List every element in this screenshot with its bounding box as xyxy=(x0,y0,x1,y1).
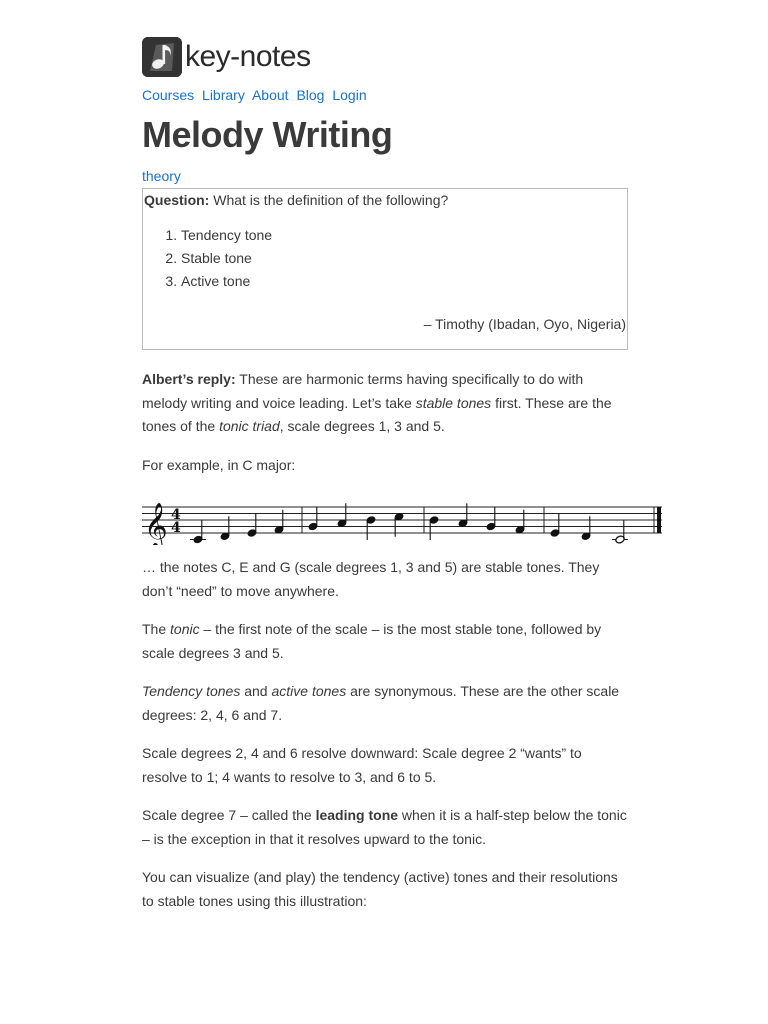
staff-notation xyxy=(142,495,666,545)
nav-link-courses[interactable]: Courses xyxy=(142,87,195,103)
reply-text-3: , scale degrees 1, 3 and 5. xyxy=(279,418,445,434)
logo-text: key-notes xyxy=(185,40,311,73)
question-item: 3. Active tone xyxy=(181,270,627,293)
p5-strong-leading-tone: leading tone xyxy=(315,807,399,823)
question-item: 1. Tendency tone xyxy=(181,224,627,247)
reply-text-2: first. These are the tones of the xyxy=(142,394,612,434)
nav-link-blog[interactable]: Blog xyxy=(296,87,325,103)
article xyxy=(142,36,628,913)
final-bar-thick xyxy=(657,507,661,533)
reply-emphasis-tonic-triad: tonic triad xyxy=(219,418,280,434)
treble-clef-icon xyxy=(144,503,168,545)
note xyxy=(486,507,496,532)
p2-emphasis-tonic: tonic xyxy=(170,621,200,637)
time-signature-top: 4 xyxy=(171,507,181,523)
treble-clef-icon: 𝄞 xyxy=(144,503,168,545)
p2-text-a: The xyxy=(142,621,167,637)
body-paragraph-resolve-down: Scale degrees 2, 4 and 6 resolve downward: Scale degree 2 “wants” to resolve to 1; 4 wants to resolve to 3, and 6 to 5. xyxy=(142,745,582,785)
p3-text-a: and xyxy=(244,683,268,699)
reply-text-1: These are harmonic terms having specifically to do with melody writing and voice leading. Let’s take xyxy=(142,371,584,411)
staff-lines xyxy=(142,507,662,533)
body-paragraph-stable-tones: … the notes C, E and G (scale degrees 1, 3 and 5) are stable tones. They don’t “need” to move anywhere. xyxy=(142,559,600,599)
question-box xyxy=(142,188,628,350)
p3-text-b: are synonymous. These are the other scale degrees: 2, 4, 6 and 7. xyxy=(142,683,620,723)
p3-emphasis-tendency: Tendency tones xyxy=(142,683,241,699)
p5-text-b: when it is a half-step below the tonic – is the exception in that it resolves upward to the tonic. xyxy=(142,807,627,847)
page-title: Melody Writing xyxy=(142,114,393,155)
example-paragraph: For example, in C major: xyxy=(142,456,296,473)
time-signature xyxy=(171,507,181,536)
p2-text-b: – the first note of the scale – is the most stable tone, followed by scale degrees 3 and 5. xyxy=(142,621,602,661)
time-signature-bottom: 4 xyxy=(171,520,181,536)
body-paragraph-leading-tone xyxy=(142,804,628,851)
question-attribution: – Timothy (Ibadan, Oyo, Nigeria) xyxy=(423,316,626,332)
body-paragraph-tendency xyxy=(142,680,628,727)
music-note-logo-icon xyxy=(142,37,182,77)
nav-link-about[interactable]: About xyxy=(251,87,289,103)
note xyxy=(366,515,376,540)
nav-link-library[interactable]: Library xyxy=(202,87,245,103)
question-label: Question: xyxy=(144,192,210,208)
note xyxy=(308,507,318,532)
p5-text-a: Scale degree 7 – called the xyxy=(142,807,312,823)
category-tag xyxy=(142,167,628,185)
reply-paragraph xyxy=(142,368,628,439)
body-paragraph-illustration: You can visualize (and play) the tendency (active) tones and their resolutions to stable tones using this illustration: xyxy=(142,869,618,909)
note xyxy=(190,520,206,545)
main-nav xyxy=(142,86,628,104)
body-paragraph-tonic xyxy=(142,618,628,665)
c-major-scale-staff xyxy=(142,495,666,545)
question-list xyxy=(143,224,627,293)
question-item: 2. Stable tone xyxy=(181,247,627,270)
p3-emphasis-active: active tones xyxy=(271,683,347,699)
question-text: What is the definition of the following? xyxy=(213,192,449,208)
note xyxy=(612,520,628,545)
note xyxy=(429,515,439,540)
reply-label: Albert’s reply: xyxy=(142,371,236,387)
nav-link-login[interactable]: Login xyxy=(332,87,367,103)
tag-link-theory[interactable]: theory xyxy=(142,168,181,184)
note xyxy=(550,513,560,538)
notes xyxy=(190,503,628,544)
site-logo[interactable] xyxy=(142,36,628,78)
reply-emphasis-stable-tones: stable tones xyxy=(415,394,492,411)
note xyxy=(247,513,257,538)
question-line xyxy=(143,189,627,212)
